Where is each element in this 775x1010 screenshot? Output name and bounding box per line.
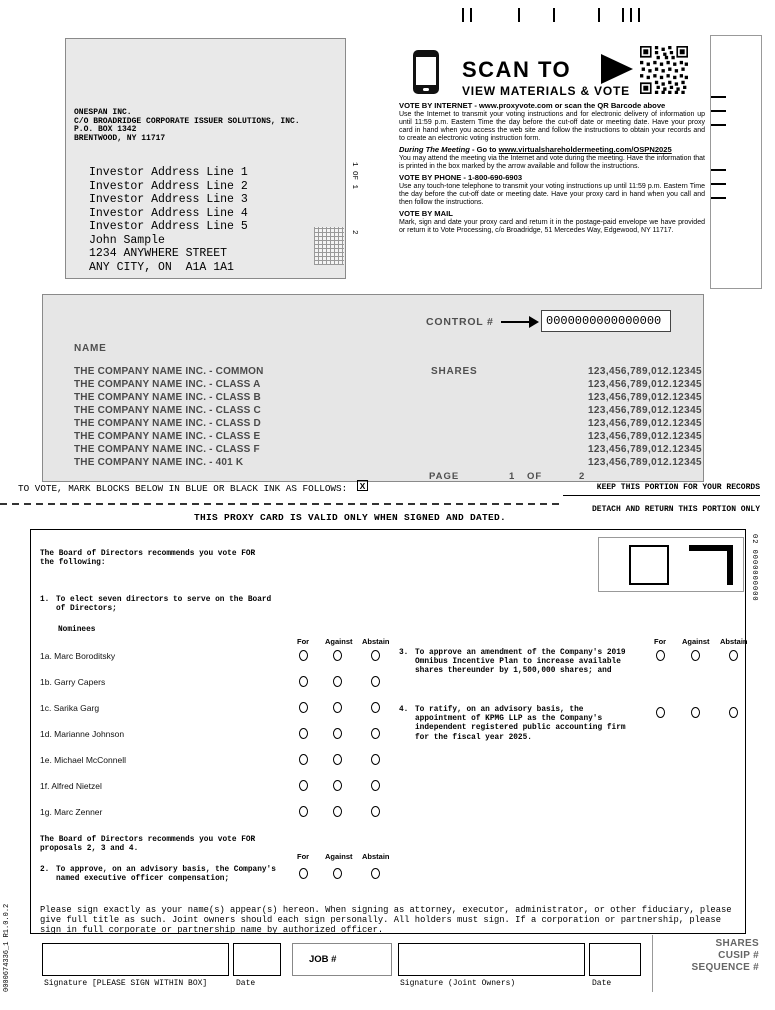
during-meeting-title bbox=[399, 146, 705, 155]
detach-portion-note: DETACH AND RETURN THIS PORTION ONLY bbox=[591, 505, 760, 514]
keep-portion-note: KEEP THIS PORTION FOR YOUR RECORDS bbox=[596, 483, 760, 492]
control-number-label: CONTROL # bbox=[426, 316, 494, 328]
proposal-2-text: To approve, on an advisory basis, the Company's named executive officer compensation; bbox=[56, 866, 276, 884]
smartphone-icon bbox=[413, 50, 439, 94]
recommendation-1-line1: The Board of Directors recommends you vote FOR bbox=[40, 550, 256, 558]
column-header-against: Against bbox=[325, 637, 353, 646]
scan-to-subtitle: VIEW MATERIALS & VOTE bbox=[462, 84, 630, 98]
name-column-header: NAME bbox=[74, 343, 107, 354]
vote-oval-abstain[interactable] bbox=[371, 676, 380, 687]
holding-row bbox=[74, 418, 702, 430]
column-header-abstain: Abstain bbox=[362, 637, 390, 646]
barcode-tick bbox=[711, 124, 726, 126]
holding-name: THE COMPANY NAME INC. - CLASS F bbox=[74, 444, 260, 455]
proposal-3-number: 3. bbox=[399, 649, 409, 657]
vote-oval-for[interactable] bbox=[299, 702, 308, 713]
recommendation-2 bbox=[40, 836, 255, 854]
nominee-row bbox=[40, 807, 400, 820]
holding-name: THE COMPANY NAME INC. - 401 K bbox=[74, 457, 244, 468]
vote-by-internet-body: Use the Internet to transmit your voting instructions and for electronic delivery of information up until 11:59 p.m. Eastern Time the day before the cut-off date or meeting date. Have your proxy card in hand when you access the web site and follow the instructions to obtain your records and to create an electronic voting instruction form. bbox=[399, 110, 705, 143]
holding-shares: 123,456,789,012.12345 bbox=[587, 444, 702, 455]
proposal-2-number: 2. bbox=[40, 866, 50, 874]
page-of: OF bbox=[527, 471, 543, 482]
nominee-name: 1b. Garry Capers bbox=[40, 677, 106, 687]
alignment-grid-mark bbox=[314, 227, 344, 265]
proposal-1 bbox=[40, 596, 280, 614]
holding-row bbox=[74, 379, 702, 391]
mark-instruction: TO VOTE, MARK BLOCKS BELOW IN BLUE OR BLACK INK AS FOLLOWS: bbox=[18, 483, 348, 494]
holding-shares: 123,456,789,012.12345 bbox=[587, 366, 702, 377]
vote-by-mail-body: Mark, sign and date your proxy card and return it in the postage-paid envelope we have provided or return it to Vote Processing, c/o Broadridge, 51 Mercedes Way, Edgewood, NY 11717. bbox=[399, 219, 705, 235]
vote-instructions bbox=[399, 99, 705, 235]
investor-line: John Sample bbox=[89, 233, 165, 247]
column-header-abstain: Abstain bbox=[362, 852, 390, 861]
recommendation-1-line2: the following: bbox=[40, 559, 106, 568]
vote-by-phone-body: Use any touch-tone telephone to transmit your voting instructions up until 11:59 p.m. Eastern Time the day before the cut-off date or meeting date. Have your proxy card in hand when you call and then follow the instructions. bbox=[399, 182, 705, 207]
recommendation-2-line2: proposals 2, 3 and 4. bbox=[40, 845, 139, 854]
nominee-row bbox=[40, 781, 400, 794]
column-header-against: Against bbox=[325, 852, 353, 861]
vote-oval-for[interactable] bbox=[299, 754, 308, 765]
registration-tick bbox=[553, 8, 555, 22]
recommendation-1 bbox=[40, 550, 255, 568]
barcode-column bbox=[710, 35, 762, 289]
registration-tick bbox=[622, 8, 624, 22]
vote-oval-abstain[interactable] bbox=[729, 707, 738, 718]
arrow-triangle-icon bbox=[598, 52, 636, 86]
valid-when-signed-note: THIS PROXY CARD IS VALID ONLY WHEN SIGNED AND DATED. bbox=[193, 512, 507, 523]
signature-instructions: Please sign exactly as your name(s) appear(s) hereon. When signing as attorney, executor, administrator, or other fiduciary, please give full title as such. Joint owners should each sign personally. All holders must sign. If a corporation or partnership, please sign in full corporate or partnership name by authorized officer. bbox=[40, 905, 732, 935]
holding-name: THE COMPANY NAME INC. - CLASS D bbox=[74, 418, 261, 429]
vote-oval-for[interactable] bbox=[299, 868, 308, 879]
during-meeting-body: You may attend the meeting via the Internet and vote during the meeting. Have the information that is printed in the box marked by the arrow available and follow the instructions. bbox=[399, 154, 705, 171]
recommendation-2-line1: The Board of Directors recommends you vote FOR bbox=[40, 836, 256, 844]
nominee-name: 1f. Alfred Nietzel bbox=[40, 781, 102, 791]
registration-tick bbox=[598, 8, 600, 22]
control-number-field bbox=[541, 310, 671, 332]
vote-oval-for[interactable] bbox=[656, 707, 665, 718]
proposal-4-text: To ratify, on an advisory basis, the appointment of KPMG LLP as the Company's independent registered public accounting firm for the fiscal year 2025. bbox=[415, 706, 626, 742]
vote-by-mail-title: VOTE BY MAIL bbox=[399, 209, 453, 219]
vote-oval-abstain[interactable] bbox=[371, 868, 380, 879]
holding-name: THE COMPANY NAME INC. - CLASS A bbox=[74, 379, 261, 390]
detach-dashed-line bbox=[0, 503, 563, 505]
holding-name: THE COMPANY NAME INC. - CLASS C bbox=[74, 405, 261, 416]
phone-screen bbox=[416, 57, 436, 85]
investor-line: Investor Address Line 3 bbox=[89, 193, 248, 206]
date-joint-label: Date bbox=[592, 979, 612, 988]
holding-row bbox=[74, 405, 702, 417]
holding-row bbox=[74, 392, 702, 404]
job-number-box bbox=[292, 943, 392, 976]
proposal-1-number: 1. bbox=[40, 596, 50, 604]
holding-shares: 123,456,789,012.12345 bbox=[587, 457, 702, 468]
proposal-2 bbox=[40, 866, 300, 884]
vote-oval-abstain[interactable] bbox=[371, 650, 380, 661]
registration-tick bbox=[470, 8, 472, 22]
keep-portion-underline bbox=[563, 495, 760, 496]
registration-tick bbox=[638, 8, 640, 22]
vote-oval-abstain[interactable] bbox=[371, 754, 380, 765]
date-field-primary[interactable] bbox=[233, 943, 281, 976]
proposal-4-number: 4. bbox=[399, 706, 409, 714]
sender-line: BRENTWOOD, NY 11717 bbox=[74, 133, 166, 143]
investor-address bbox=[89, 166, 248, 274]
mark-example-checkbox bbox=[357, 480, 368, 491]
vote-oval-against[interactable] bbox=[333, 702, 342, 713]
column-header-abstain: Abstain bbox=[720, 637, 748, 646]
proposal-1-text: To elect seven directors to serve on the Board of Directors; bbox=[56, 596, 272, 614]
signature-primary-label: Signature [PLEASE SIGN WITHIN BOX] bbox=[44, 979, 208, 988]
vote-oval-for[interactable] bbox=[299, 676, 308, 687]
vote-oval-abstain[interactable] bbox=[371, 728, 380, 739]
nominee-name: 1c. Sarika Garg bbox=[40, 703, 100, 713]
scanner-alignment-box bbox=[598, 537, 744, 592]
page-edge-mark: 1 OF 1 bbox=[350, 162, 358, 190]
address-panel bbox=[65, 38, 346, 279]
vote-oval-abstain[interactable] bbox=[371, 780, 380, 791]
proposal-4 bbox=[399, 706, 629, 743]
page-edge-mark: 2 bbox=[350, 230, 358, 235]
during-meeting-goto: - Go to bbox=[469, 145, 499, 155]
sender-line: C/O BROADRIDGE CORPORATE ISSUER SOLUTIONS, INC. bbox=[74, 116, 300, 126]
holding-shares: 123,456,789,012.12345 bbox=[587, 418, 702, 429]
holding-shares: 123,456,789,012.12345 bbox=[587, 431, 702, 442]
vote-by-internet-title: VOTE BY INTERNET - www.proxyvote.com or scan the QR Barcode above bbox=[399, 101, 666, 110]
date-primary-label: Date bbox=[236, 979, 256, 988]
vote-oval-for[interactable] bbox=[299, 780, 308, 791]
shares-label: SHARES bbox=[715, 938, 759, 949]
nominee-name: 1e. Michael McConnell bbox=[40, 755, 126, 765]
barcode-tick bbox=[711, 197, 726, 199]
holding-row bbox=[74, 431, 702, 443]
nominee-row bbox=[40, 651, 400, 664]
investor-line: Investor Address Line 2 bbox=[89, 179, 248, 193]
vote-oval-against[interactable] bbox=[333, 650, 342, 661]
sender-address bbox=[74, 109, 300, 143]
investor-line: Investor Address Line 4 bbox=[89, 206, 248, 220]
holding-shares: 123,456,789,012.12345 bbox=[587, 392, 702, 403]
holding-name: THE COMPANY NAME INC. - CLASS B bbox=[74, 392, 261, 403]
vote-oval-abstain[interactable] bbox=[371, 702, 380, 713]
column-header-for: For bbox=[297, 852, 310, 861]
vote-oval-against[interactable] bbox=[333, 868, 342, 879]
holding-row bbox=[74, 457, 702, 469]
control-number-arrow-icon bbox=[501, 315, 539, 329]
vote-oval-for[interactable] bbox=[299, 728, 308, 739]
vote-oval-abstain[interactable] bbox=[371, 806, 380, 817]
column-header-for: For bbox=[297, 637, 310, 646]
registration-tick bbox=[462, 8, 464, 22]
shares-column-header: SHARES bbox=[431, 366, 478, 377]
vote-by-phone-title: VOTE BY PHONE - 1-800-690-6903 bbox=[399, 173, 523, 183]
holding-row bbox=[74, 366, 702, 378]
sender-line: P.O. BOX 1342 bbox=[74, 125, 137, 135]
nominee-name: 1d. Marianne Johnson bbox=[40, 729, 125, 739]
vote-oval-for[interactable] bbox=[299, 650, 308, 661]
vote-oval-against[interactable] bbox=[691, 707, 700, 718]
investor-line: 1234 ANYWHERE STREET bbox=[89, 247, 228, 260]
vote-oval-against[interactable] bbox=[333, 780, 342, 791]
control-number-value: 0000000000000000 bbox=[546, 314, 662, 328]
nominees-label: Nominees bbox=[58, 626, 96, 634]
nominee-name: 1g. Marc Zenner bbox=[40, 807, 103, 817]
vote-oval-abstain[interactable] bbox=[729, 650, 738, 661]
registration-tick bbox=[518, 8, 520, 22]
vote-oval-against[interactable] bbox=[691, 650, 700, 661]
alignment-square-icon bbox=[629, 545, 669, 585]
date-field-joint[interactable] bbox=[589, 943, 641, 976]
cusip-label: CUSIP # bbox=[718, 950, 759, 961]
investor-line: Investor Address Line 5 bbox=[89, 220, 248, 233]
virtual-meeting-url: www.virtualshareholdermeeting.com/OSPN2025 bbox=[498, 145, 672, 155]
column-header-for: For bbox=[654, 637, 667, 646]
page-label: PAGE bbox=[429, 471, 460, 482]
vote-oval-against[interactable] bbox=[333, 806, 342, 817]
barcode-tick bbox=[711, 183, 726, 185]
vote-oval-for[interactable] bbox=[656, 650, 665, 661]
holding-row bbox=[74, 444, 702, 456]
account-summary-panel bbox=[42, 294, 704, 482]
alignment-corner-icon bbox=[689, 545, 733, 585]
nominee-row bbox=[40, 729, 400, 742]
mark-example-x: X bbox=[359, 481, 366, 491]
vote-oval-against[interactable] bbox=[333, 676, 342, 687]
job-number-label: JOB # bbox=[309, 954, 337, 965]
registration-tick bbox=[630, 8, 632, 22]
nominee-name: 1a. Marc Boroditsky bbox=[40, 651, 116, 661]
right-edge-code: 02 0000000000 bbox=[750, 534, 758, 602]
investor-line: Investor Address Line 1 bbox=[89, 166, 248, 179]
during-meeting-italic: During The Meeting bbox=[399, 145, 470, 155]
page-total: 2 bbox=[579, 471, 586, 482]
scan-to-title: SCAN TO bbox=[462, 57, 572, 82]
holding-name: THE COMPANY NAME INC. - CLASS E bbox=[74, 431, 261, 442]
nominee-row bbox=[40, 677, 400, 690]
left-edge-code: 0000674336_1 R1.0.0.2 bbox=[3, 903, 11, 992]
qr-code bbox=[640, 46, 688, 94]
holding-shares: 123,456,789,012.12345 bbox=[587, 405, 702, 416]
holding-name: THE COMPANY NAME INC. - COMMON bbox=[74, 366, 264, 377]
investor-line: ANY CITY, ON A1A 1A1 bbox=[89, 260, 234, 274]
ballot-box bbox=[30, 529, 746, 934]
vote-oval-for[interactable] bbox=[299, 806, 308, 817]
vote-oval-against[interactable] bbox=[333, 754, 342, 765]
barcode-tick bbox=[711, 110, 726, 112]
page-current: 1 bbox=[509, 471, 516, 482]
phone-home-button bbox=[423, 88, 429, 91]
column-header-against: Against bbox=[682, 637, 710, 646]
holding-shares: 123,456,789,012.12345 bbox=[587, 379, 702, 390]
signature-field-primary[interactable] bbox=[42, 943, 229, 976]
signature-joint-label: Signature (Joint Owners) bbox=[400, 979, 516, 988]
barcode-tick bbox=[711, 169, 726, 171]
signature-field-joint[interactable] bbox=[398, 943, 585, 976]
barcode-tick bbox=[711, 96, 726, 98]
nominee-row bbox=[40, 755, 400, 768]
proposal-3-text: To approve an amendment of the Company's 2019 Omnibus Incentive Plan to increase available shares thereunder by 1,500,000 shares; and bbox=[415, 649, 626, 676]
sequence-label: SEQUENCE # bbox=[691, 962, 759, 973]
sender-line: ONESPAN INC. bbox=[74, 108, 132, 117]
nominee-row bbox=[40, 703, 400, 716]
proposal-3 bbox=[399, 649, 629, 677]
vote-oval-against[interactable] bbox=[333, 728, 342, 739]
